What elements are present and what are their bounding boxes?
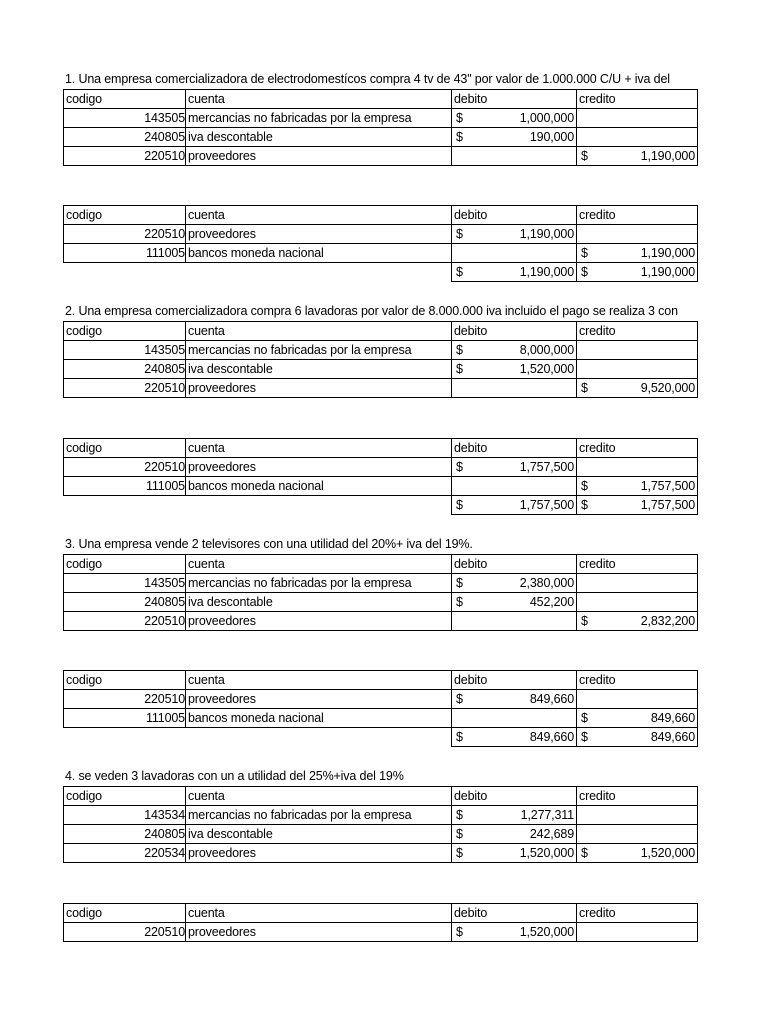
table-row: [64, 477, 698, 496]
table-row: [64, 593, 698, 612]
currency-symbol: $: [581, 846, 588, 860]
debit-total-cell: [452, 263, 577, 282]
credit-cell: [577, 109, 698, 128]
credit-amount: 2,832,200: [640, 614, 695, 628]
currency-symbol: $: [456, 846, 463, 860]
ledger-table: [63, 205, 698, 282]
credit-total: 849,660: [650, 730, 695, 744]
table-row: [64, 844, 698, 863]
currency-symbol: $: [456, 595, 463, 609]
credit-total-cell: [577, 263, 698, 282]
header-credito: credito: [577, 439, 698, 458]
header-debito: debito: [452, 439, 577, 458]
currency-symbol: $: [581, 479, 588, 493]
currency-symbol: $: [581, 381, 588, 395]
header-debito: debito: [452, 787, 577, 806]
account-name: iva descontable: [186, 360, 452, 379]
header-debito: debito: [452, 671, 577, 690]
header-cuenta: cuenta: [186, 322, 452, 341]
debit-cell: [452, 844, 577, 863]
credit-cell: [577, 128, 698, 147]
blank-cell: [186, 496, 452, 515]
debit-cell: [452, 379, 577, 398]
credit-cell: [577, 244, 698, 263]
credit-cell: [577, 341, 698, 360]
account-code: 220510: [64, 458, 186, 477]
table-row: [64, 612, 698, 631]
table-row: [64, 379, 698, 398]
currency-symbol: $: [456, 827, 463, 841]
header-credito: credito: [577, 90, 698, 109]
header-cuenta: cuenta: [186, 206, 452, 225]
currency-symbol: $: [456, 576, 463, 590]
account-name: proveedores: [186, 225, 452, 244]
debit-amount: 190,000: [529, 130, 574, 144]
debit-cell: [452, 690, 577, 709]
table-header-row: [64, 206, 698, 225]
header-credito: credito: [577, 206, 698, 225]
debit-amount: 2,380,000: [519, 576, 574, 590]
header-cuenta: cuenta: [186, 439, 452, 458]
credit-cell: [577, 709, 698, 728]
account-name: bancos moneda nacional: [186, 244, 452, 263]
credit-amount: 1,520,000: [640, 846, 695, 860]
account-code: 143505: [64, 341, 186, 360]
currency-symbol: $: [581, 246, 588, 260]
account-name: bancos moneda nacional: [186, 477, 452, 496]
debit-amount: 8,000,000: [519, 343, 574, 357]
header-codigo: codigo: [64, 671, 186, 690]
account-name: proveedores: [186, 923, 452, 942]
header-cuenta: cuenta: [186, 555, 452, 574]
debit-cell: [452, 109, 577, 128]
header-codigo: codigo: [64, 322, 186, 341]
account-code: 220510: [64, 379, 186, 398]
debit-cell: [452, 477, 577, 496]
currency-symbol: $: [456, 111, 463, 125]
currency-symbol: $: [456, 265, 463, 279]
credit-cell: [577, 806, 698, 825]
credit-total: 1,190,000: [640, 265, 695, 279]
account-name: proveedores: [186, 612, 452, 631]
ledger-table: [63, 670, 698, 747]
account-code: 143534: [64, 806, 186, 825]
header-debito: debito: [452, 206, 577, 225]
header-codigo: codigo: [64, 555, 186, 574]
currency-symbol: $: [581, 711, 588, 725]
account-code: 220534: [64, 844, 186, 863]
header-codigo: codigo: [64, 90, 186, 109]
credit-total-cell: [577, 496, 698, 515]
debit-cell: [452, 341, 577, 360]
table-row: [64, 225, 698, 244]
account-name: iva descontable: [186, 593, 452, 612]
debit-cell: [452, 244, 577, 263]
table-row: [64, 109, 698, 128]
credit-total-cell: [577, 728, 698, 747]
totals-row: [64, 263, 698, 282]
account-code: 220510: [64, 147, 186, 166]
table-header-row: [64, 904, 698, 923]
debit-cell: [452, 923, 577, 942]
account-code: 240805: [64, 360, 186, 379]
table-header-row: [64, 787, 698, 806]
currency-symbol: $: [581, 265, 588, 279]
credit-cell: [577, 612, 698, 631]
account-name: iva descontable: [186, 825, 452, 844]
credit-cell: [577, 458, 698, 477]
account-code: 220510: [64, 225, 186, 244]
account-name: mercancias no fabricadas por la empresa: [186, 806, 452, 825]
currency-symbol: $: [456, 925, 463, 939]
table-row: [64, 341, 698, 360]
debit-amount: 1,000,000: [519, 111, 574, 125]
account-code: 220510: [64, 923, 186, 942]
currency-symbol: $: [581, 149, 588, 163]
header-debito: debito: [452, 555, 577, 574]
debit-amount: 1,190,000: [519, 227, 574, 241]
currency-symbol: $: [581, 498, 588, 512]
currency-symbol: $: [456, 460, 463, 474]
header-codigo: codigo: [64, 439, 186, 458]
blank-cell: [64, 496, 186, 515]
debit-cell: [452, 593, 577, 612]
debit-total: 1,190,000: [519, 265, 574, 279]
account-name: proveedores: [186, 458, 452, 477]
account-name: proveedores: [186, 690, 452, 709]
account-code: 111005: [64, 477, 186, 496]
debit-amount: 1,520,000: [519, 362, 574, 376]
header-credito: credito: [577, 787, 698, 806]
currency-symbol: $: [456, 692, 463, 706]
table-row: [64, 128, 698, 147]
blank-cell: [64, 728, 186, 747]
debit-total: 1,757,500: [519, 498, 574, 512]
table-row: [64, 690, 698, 709]
account-code: 111005: [64, 709, 186, 728]
header-cuenta: cuenta: [186, 787, 452, 806]
debit-amount: 1,277,311: [520, 808, 574, 822]
table-header-row: [64, 439, 698, 458]
debit-cell: [452, 806, 577, 825]
account-name: mercancias no fabricadas por la empresa: [186, 574, 452, 593]
header-credito: credito: [577, 555, 698, 574]
credit-cell: [577, 844, 698, 863]
exercise-4-title: 4. se veden 3 lavadoras con un a utilidad del 25%+iva del 19%: [65, 769, 404, 783]
header-debito: debito: [452, 322, 577, 341]
account-name: proveedores: [186, 844, 452, 863]
credit-cell: [577, 147, 698, 166]
credit-cell: [577, 825, 698, 844]
account-name: iva descontable: [186, 128, 452, 147]
credit-cell: [577, 593, 698, 612]
table-row: [64, 806, 698, 825]
totals-row: [64, 728, 698, 747]
account-name: proveedores: [186, 379, 452, 398]
debit-amount: 1,757,500: [519, 460, 574, 474]
table-row: [64, 923, 698, 942]
currency-symbol: $: [456, 498, 463, 512]
currency-symbol: $: [456, 227, 463, 241]
totals-row: [64, 496, 698, 515]
debit-cell: [452, 612, 577, 631]
ledger-table: [63, 89, 698, 166]
header-debito: debito: [452, 904, 577, 923]
debit-amount: 452,200: [529, 595, 574, 609]
ledger-table: [63, 321, 698, 398]
credit-amount: 849,660: [650, 711, 695, 725]
credit-cell: [577, 923, 698, 942]
header-credito: credito: [577, 904, 698, 923]
debit-amount: 1,520,000: [519, 925, 574, 939]
currency-symbol: $: [456, 343, 463, 357]
table-row: [64, 244, 698, 263]
table-row: [64, 574, 698, 593]
exercise-3-title: 3. Una empresa vende 2 televisores con una utilidad del 20%+ iva del 19%.: [65, 537, 473, 551]
header-codigo: codigo: [64, 787, 186, 806]
ledger-table: [63, 786, 698, 863]
table-row: [64, 147, 698, 166]
credit-cell: [577, 225, 698, 244]
blank-cell: [186, 263, 452, 282]
currency-symbol: $: [456, 808, 463, 822]
account-code: 143505: [64, 109, 186, 128]
currency-symbol: $: [456, 130, 463, 144]
account-code: 240805: [64, 128, 186, 147]
credit-amount: 1,190,000: [640, 246, 695, 260]
ledger-table: [63, 554, 698, 631]
debit-cell: [452, 458, 577, 477]
table-header-row: [64, 555, 698, 574]
debit-cell: [452, 128, 577, 147]
credit-cell: [577, 379, 698, 398]
table-row: [64, 709, 698, 728]
account-code: 111005: [64, 244, 186, 263]
debit-amount: 242,689: [529, 827, 574, 841]
credit-amount: 1,190,000: [640, 149, 695, 163]
credit-amount: 9,520,000: [640, 381, 695, 395]
table-row: [64, 825, 698, 844]
header-credito: credito: [577, 322, 698, 341]
debit-cell: [452, 574, 577, 593]
header-credito: credito: [577, 671, 698, 690]
account-code: 240805: [64, 825, 186, 844]
credit-cell: [577, 690, 698, 709]
debit-cell: [452, 360, 577, 379]
debit-total: 849,660: [529, 730, 574, 744]
debit-total-cell: [452, 496, 577, 515]
exercise-1-title: 1. Una empresa comercializadora de electrodomestícos compra 4 tv de 43" por valor de 1.000.000 C/U + iva del: [65, 72, 670, 86]
debit-cell: [452, 147, 577, 166]
header-codigo: codigo: [64, 206, 186, 225]
account-code: 143505: [64, 574, 186, 593]
credit-cell: [577, 477, 698, 496]
header-debito: debito: [452, 90, 577, 109]
credit-cell: [577, 360, 698, 379]
header-cuenta: cuenta: [186, 90, 452, 109]
ledger-table: [63, 438, 698, 515]
account-code: 220510: [64, 612, 186, 631]
table-row: [64, 360, 698, 379]
debit-cell: [452, 225, 577, 244]
blank-cell: [64, 263, 186, 282]
header-cuenta: cuenta: [186, 904, 452, 923]
table-header-row: [64, 90, 698, 109]
credit-cell: [577, 574, 698, 593]
currency-symbol: $: [581, 614, 588, 628]
debit-total-cell: [452, 728, 577, 747]
blank-cell: [186, 728, 452, 747]
account-code: 240805: [64, 593, 186, 612]
account-name: mercancias no fabricadas por la empresa: [186, 109, 452, 128]
debit-cell: [452, 825, 577, 844]
table-header-row: [64, 322, 698, 341]
account-name: bancos moneda nacional: [186, 709, 452, 728]
credit-total: 1,757,500: [640, 498, 695, 512]
table-header-row: [64, 671, 698, 690]
debit-cell: [452, 709, 577, 728]
exercise-2-title: 2. Una empresa comercializadora compra 6 lavadoras por valor de 8.000.000 iva incluido el pago se realiza 3 con: [65, 304, 678, 318]
table-row: [64, 458, 698, 477]
credit-amount: 1,757,500: [640, 479, 695, 493]
header-codigo: codigo: [64, 904, 186, 923]
ledger-table: [63, 903, 698, 942]
currency-symbol: $: [456, 730, 463, 744]
debit-amount: 849,660: [529, 692, 574, 706]
debit-amount: 1,520,000: [519, 846, 574, 860]
account-code: 220510: [64, 690, 186, 709]
header-cuenta: cuenta: [186, 671, 452, 690]
account-name: mercancias no fabricadas por la empresa: [186, 341, 452, 360]
currency-symbol: $: [581, 730, 588, 744]
account-name: proveedores: [186, 147, 452, 166]
currency-symbol: $: [456, 362, 463, 376]
